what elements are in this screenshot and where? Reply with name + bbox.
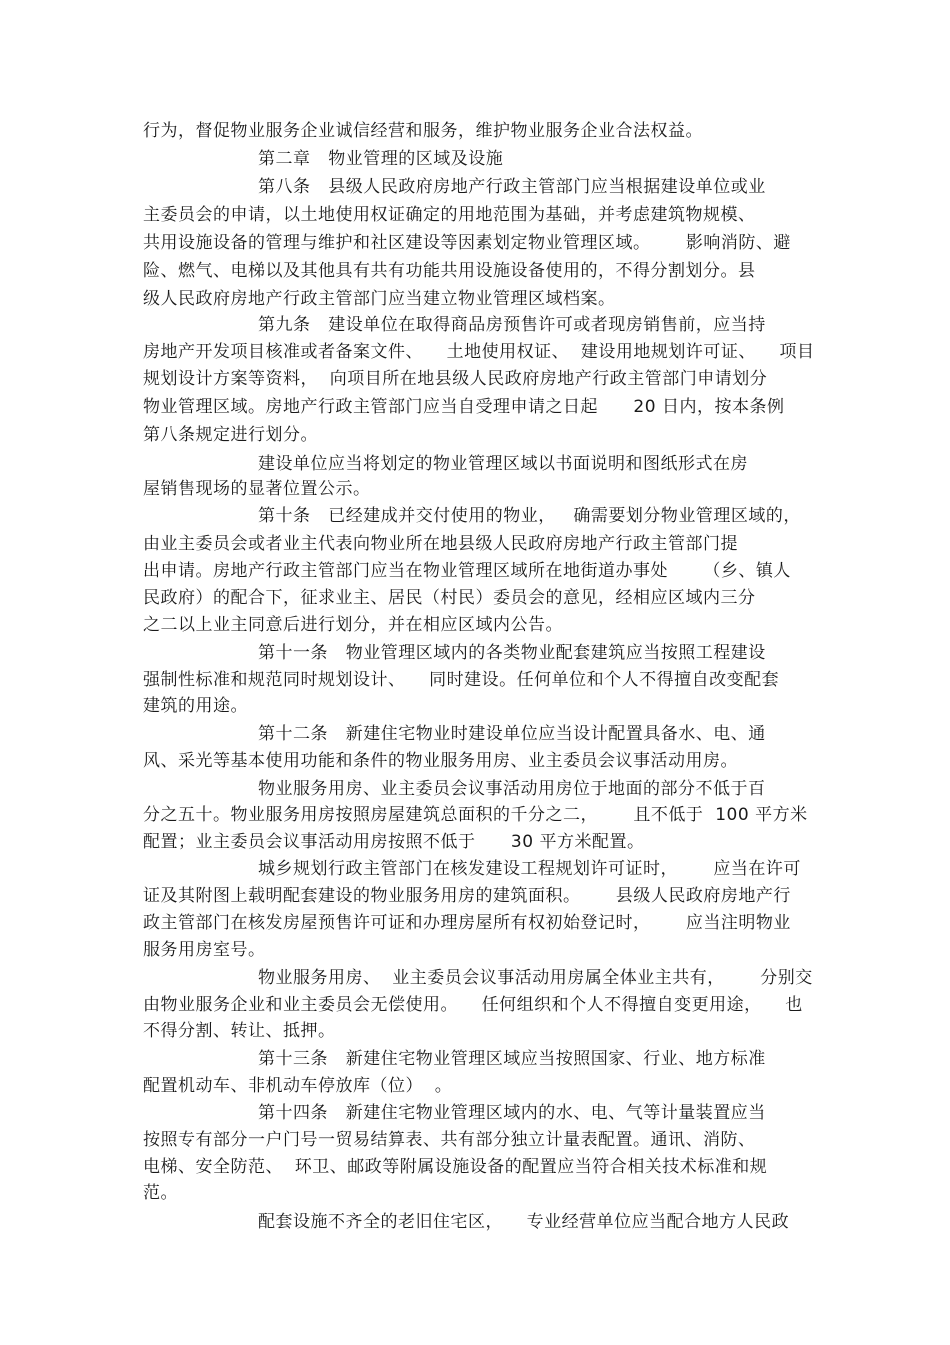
- text-line: 风、采光等基本使用功能和条件的物业服务用房、业主委员会议事活动用房。: [143, 751, 738, 771]
- text-line: 险、燃气、电梯以及其他具有共有功能共用设施设备使用的，不得分割划分。县: [143, 261, 756, 281]
- text-line: 分之五十。物业服务用房按照房屋建筑总面积的千分之二， 且不低于 100 平方米: [143, 805, 808, 825]
- text-line: 不得分割、转让、抵押。: [143, 1021, 336, 1041]
- article-10-start: 第十条 已经建成并交付使用的物业， 确需要划分物业管理区域的，: [258, 506, 801, 526]
- text-line: 第八条规定进行划分。: [143, 425, 318, 445]
- text-line: 规划设计方案等资料， 向项目所在地县级人民政府房地产行政主管部门申请划分: [143, 369, 768, 389]
- text-line: 之二以上业主同意后进行划分，并在相应区域内公告。: [143, 615, 563, 635]
- article-11-start: 第十一条 物业管理区域内的各类物业配套建筑应当按照工程建设: [258, 643, 766, 663]
- paragraph-start: 物业服务用房、 业主委员会议事活动用房属全体业主共有， 分别交: [258, 968, 813, 988]
- text-line: 政主管部门在核发房屋预售许可证和办理房屋所有权初始登记时， 应当注明物业: [143, 913, 791, 933]
- text-line: 屋销售现场的显著位置公示。: [143, 479, 371, 499]
- text-line: 房地产开发项目核准或者备案文件、 土地使用权证、 建设用地规划许可证、 项目: [143, 342, 815, 362]
- paragraph-start: 建设单位应当将划定的物业管理区域以书面说明和图纸形式在房: [258, 454, 748, 474]
- paragraph-start: 城乡规划行政主管部门在核发建设工程规划许可证时， 应当在许可: [258, 859, 801, 879]
- text-line: 由物业服务企业和业主委员会无偿使用。 任何组织和个人不得擅自变更用途， 也: [143, 995, 803, 1015]
- text-line: 证及其附图上载明配套建设的物业服务用房的建筑面积。 县级人民政府房地产行: [143, 886, 791, 906]
- article-12-start: 第十二条 新建住宅物业时建设单位应当设计配置具备水、电、通: [258, 724, 766, 744]
- paragraph-start: 物业服务用房、业主委员会议事活动用房位于地面的部分不低于百: [258, 779, 766, 799]
- text-line: 配置机动车、非机动车停放库（位） 。: [143, 1076, 453, 1096]
- text-line: 民政府）的配合下，征求业主、居民（村民）委员会的意见，经相应区域内三分: [143, 588, 756, 608]
- text-line: 行为，督促物业服务企业诚信经营和服务，维护物业服务企业合法权益。: [143, 121, 703, 141]
- text-line: 级人民政府房地产行政主管部门应当建立物业管理区域档案。: [143, 289, 616, 309]
- text-line: 出申请。房地产行政主管部门应当在物业管理区域所在地街道办事处 （乡、镇人: [143, 561, 791, 581]
- text-line: 范。: [143, 1183, 178, 1203]
- text-line: 服务用房室号。: [143, 940, 266, 960]
- text-line: 由业主委员会或者业主代表向物业所在地县级人民政府房地产行政主管部门提: [143, 534, 738, 554]
- text-line: 共用设施设备的管理与维护和社区建设等因素划定物业管理区域。 影响消防、避: [143, 233, 791, 253]
- chapter-heading: 第二章 物业管理的区域及设施: [258, 149, 504, 169]
- text-line: 配置；业主委员会议事活动用房按照不低于 30 平方米配置。: [143, 832, 645, 852]
- article-14-start: 第十四条 新建住宅物业管理区域内的水、电、气等计量装置应当: [258, 1103, 766, 1123]
- article-9-start: 第九条 建设单位在取得商品房预售许可或者现房销售前，应当持: [258, 315, 766, 335]
- article-13-start: 第十三条 新建住宅物业管理区域应当按照国家、行业、地方标准: [258, 1049, 766, 1069]
- text-line: 按照专有部分一户门号一贸易结算表、共有部分独立计量表配置。通讯、消防、: [143, 1130, 756, 1150]
- text-line: 强制性标准和规范同时规划设计、 同时建设。任何单位和个人不得擅自改变配套: [143, 670, 780, 690]
- text-line: 主委员会的申请，以土地使用权证确定的用地范围为基础，并考虑建筑物规模、: [143, 205, 756, 225]
- article-8-start: 第八条 县级人民政府房地产行政主管部门应当根据建设单位或业: [258, 177, 766, 197]
- text-line: 电梯、安全防范、 环卫、邮政等附属设施设备的配置应当符合相关技术标准和规: [143, 1157, 768, 1177]
- text-line: 物业管理区域。房地产行政主管部门应当自受理申请之日起 20 日内，按本条例: [143, 397, 785, 417]
- paragraph-start: 配套设施不齐全的老旧住宅区， 专业经营单位应当配合地方人民政: [258, 1212, 790, 1232]
- text-line: 建筑的用途。: [143, 696, 248, 716]
